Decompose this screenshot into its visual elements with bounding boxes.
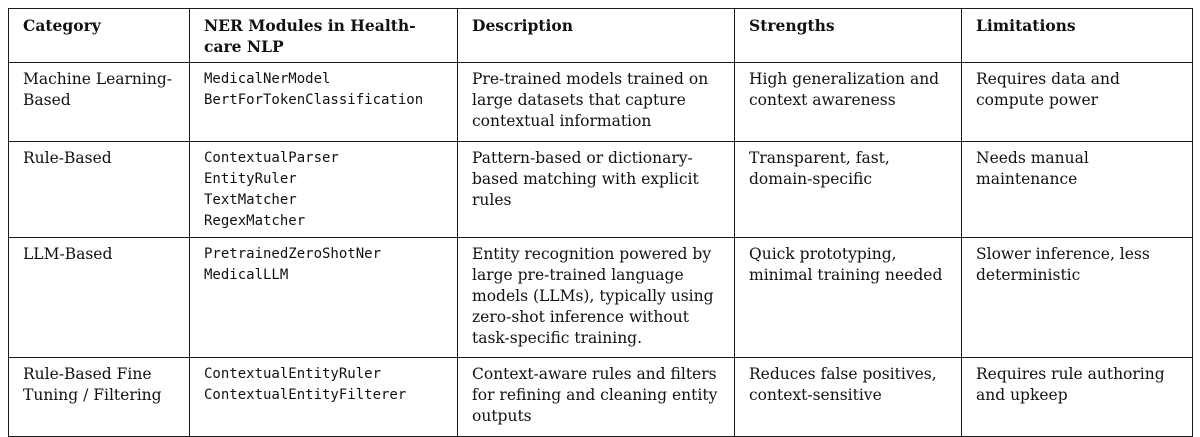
module-name: TextMatcher [204,192,297,208]
row-modules [190,358,458,437]
row-category: Rule-Based [9,142,190,238]
row-category: Machine Learning-Based [9,63,190,142]
module-name: MedicalNerModel [204,71,331,87]
table-row [9,142,1193,238]
row-category: LLM-Based [9,238,190,358]
row-description: Pre-trained models trained on large datasets that capture contextual information [458,63,735,142]
row-strengths: Transparent, fast, domain-specific [735,142,962,238]
header-ner-modules: NER Modules in Health-care NLP [190,9,458,63]
module-name: PretrainedZeroShotNer [204,246,382,262]
row-description: Context-aware rules and filters for refining and cleaning entity outputs [458,358,735,437]
row-modules [190,142,458,238]
row-description: Entity recognition powered by large pre-trained language models (LLMs), typically using zero-shot inference without task-specific training. [458,238,735,358]
row-category: Rule-Based Fine Tuning / Filtering [9,358,190,437]
row-limitations: Requires data and compute power [962,63,1193,142]
row-modules [190,63,458,142]
row-limitations: Needs manual maintenance [962,142,1193,238]
module-name: ContextualEntityFilterer [204,387,407,403]
row-strengths: Quick prototyping, minimal training needed [735,238,962,358]
row-strengths: High generalization and context awareness [735,63,962,142]
module-name: RegexMatcher [204,213,306,229]
row-limitations: Slower inference, less deterministic [962,238,1193,358]
row-limitations: Requires rule authoring and upkeep [962,358,1193,437]
header-limitations: Limitations [962,9,1193,63]
ner-comparison-table [8,8,1193,437]
module-name: MedicalLLM [204,267,289,283]
table-row [9,358,1193,437]
module-name: ContextualEntityRuler [204,366,382,382]
row-modules [190,238,458,358]
table-row [9,238,1193,358]
header-category: Category [9,9,190,63]
header-strengths: Strengths [735,9,962,63]
header-description: Description [458,9,735,63]
row-description: Pattern-based or dictionary-based matching with explicit rules [458,142,735,238]
table-header-row [9,9,1193,63]
module-name: BertForTokenClassification [204,92,424,108]
row-strengths: Reduces false positives, context-sensitive [735,358,962,437]
module-name: ContextualParser [204,150,339,166]
module-name: EntityRuler [204,171,297,187]
table-row [9,63,1193,142]
